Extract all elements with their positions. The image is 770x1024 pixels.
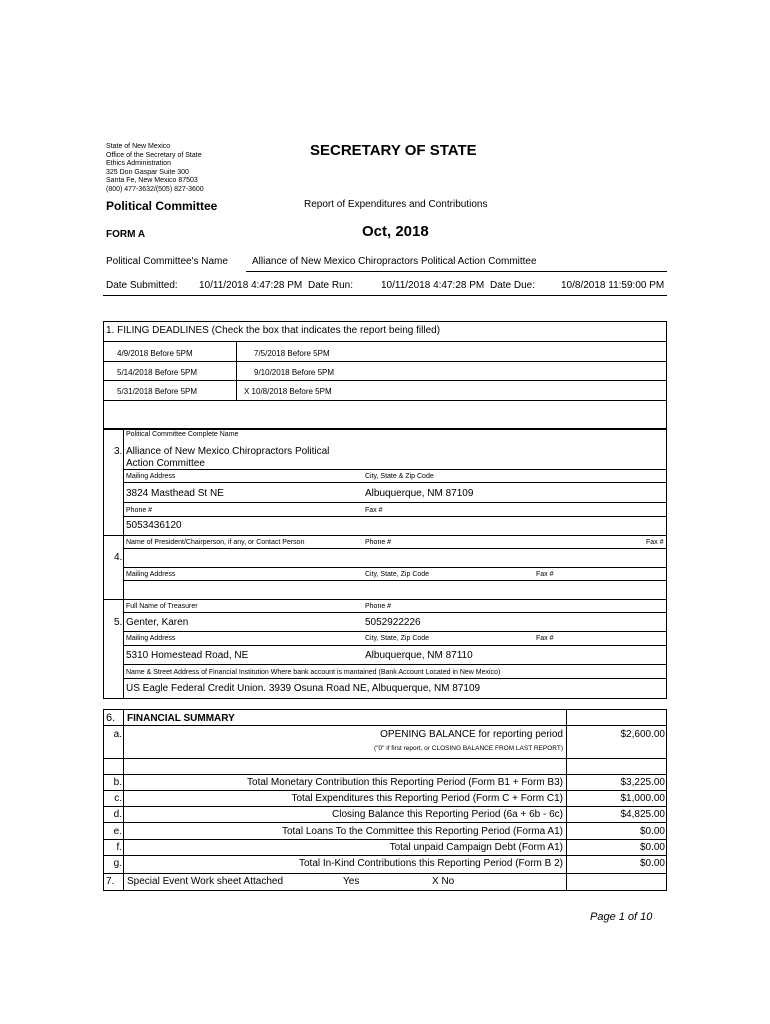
president-label: Name of President/Chairperson, if any, or Contact Person	[126, 539, 305, 546]
treasurer-mailing-address: 5310 Homestead Road, NE	[126, 650, 249, 661]
divider	[103, 839, 667, 840]
date-submitted-label: Date Submitted:	[106, 280, 178, 291]
date-run: 10/11/2018 4:47:28 PM	[381, 280, 485, 291]
row-letter: a.	[113, 729, 122, 740]
name-line: Alliance of New Mexico Chiropractors Political	[126, 446, 330, 457]
divider	[103, 380, 667, 381]
deadline-checkbox-checked[interactable]: X 10/8/2018 Before 5PM	[244, 387, 332, 396]
phone-label: Phone #	[365, 603, 392, 610]
summary-value: $0.00	[639, 826, 665, 837]
fax-label: Fax #	[536, 635, 554, 642]
date-due-label: Date Due:	[490, 280, 536, 291]
divider	[123, 548, 667, 549]
section-number: 3.	[114, 446, 123, 457]
deadline-checkbox[interactable]: 5/31/2018 Before 5PM	[117, 387, 198, 396]
page-title: SECRETARY OF STATE	[310, 142, 477, 159]
section-number: 4.	[114, 552, 123, 563]
divider	[123, 631, 667, 632]
row-letter: d.	[113, 809, 122, 820]
city-label: City, State & Zip Code	[365, 473, 434, 480]
deadline-checkbox[interactable]: 5/14/2018 Before 5PM	[117, 368, 198, 377]
divider	[123, 482, 667, 483]
mailing-address-label: Mailing Address	[126, 635, 176, 642]
bank-label: Name & Street Address of Financial Institution Where bank account is mantained (Bank Account Located in New Mexico)	[126, 669, 501, 676]
row-letter: b.	[113, 777, 122, 788]
summary-label: Total Expenditures this Reporting Period (Form C + Form C1)	[291, 793, 563, 804]
summary-value: $4,825.00	[620, 809, 665, 820]
agency-address	[106, 143, 204, 194]
committee-name: Alliance of New Mexico Chiropractors Political Action Committee	[252, 256, 537, 267]
treasurer-label: Full Name of Treasurer	[126, 603, 198, 610]
divider	[123, 664, 667, 665]
divider	[103, 361, 667, 362]
deadline-checkbox[interactable]: 7/5/2018 Before 5PM	[254, 349, 330, 358]
row-letter: c.	[114, 793, 122, 804]
divider	[123, 678, 667, 679]
summary-label: Closing Balance this Reporting Period (6a + 6b - 6c)	[332, 809, 563, 820]
divider	[103, 341, 667, 342]
special-event-no[interactable]: X No	[432, 876, 455, 887]
divider	[103, 873, 667, 874]
committee-name-label: Political Committee's Name	[106, 256, 228, 267]
report-title: Report of Expenditures and Contributions	[304, 199, 488, 210]
section-number: 7.	[106, 876, 115, 887]
city-label: City, State, Zip Code	[365, 635, 430, 642]
deadline-checkbox[interactable]: 4/9/2018 Before 5PM	[117, 349, 193, 358]
divider	[236, 341, 237, 401]
summary-label: Total Loans To the Committee this Reporting Period (Forma A1)	[281, 826, 563, 837]
divider	[246, 271, 667, 272]
special-event-yes[interactable]: Yes	[343, 876, 360, 887]
divider	[123, 502, 667, 503]
divider	[123, 709, 124, 891]
phone: 5053436120	[126, 520, 182, 531]
summary-value: $3,225.00	[620, 777, 665, 788]
date-submitted: 10/11/2018 4:47:28 PM	[199, 280, 303, 291]
divider	[103, 295, 667, 296]
summary-label: Total unpaid Campaign Debt (Form A1)	[389, 842, 563, 853]
complete-name-label: Political Committee Complete Name	[126, 431, 239, 438]
agency-line: Office of the Secretary of State	[106, 151, 202, 159]
agency-line: (800) 477-3632/(505) 827-3600	[106, 185, 204, 193]
divider	[566, 709, 567, 891]
section-number: 6.	[106, 712, 116, 724]
divider	[103, 790, 667, 791]
summary-value: $0.00	[639, 858, 665, 869]
divider	[103, 725, 667, 726]
phone-label: Phone #	[126, 507, 153, 514]
mailing-address-label: Mailing Address	[126, 571, 176, 578]
bank-address: US Eagle Federal Credit Union. 3939 Osuna Road NE, Albuquerque, NM 87109	[126, 683, 481, 694]
agency-line: State of New Mexico	[106, 143, 171, 150]
phone-label: Phone #	[365, 539, 392, 546]
divider	[103, 806, 667, 807]
treasurer-phone: 5052922226	[365, 617, 421, 628]
mailing-address: 3824 Masthead St NE	[126, 488, 224, 499]
name-line: Action Committee	[126, 458, 205, 469]
divider	[103, 400, 667, 401]
deadline-checkbox[interactable]: 9/10/2018 Before 5PM	[254, 368, 335, 377]
committee-complete-name	[126, 446, 329, 470]
summary-value: $1,000.00	[620, 793, 665, 804]
divider	[103, 822, 667, 823]
opening-balance-label: OPENING BALANCE for reporting period	[380, 729, 563, 740]
summary-label: Total In-Kind Contributions this Reporting Period (Form B 2)	[298, 858, 563, 869]
fax-label: Fax #	[536, 571, 554, 578]
divider	[123, 612, 667, 613]
agency-line: Ethics Administration	[106, 160, 171, 167]
treasurer-city: Albuquerque, NM 87110	[365, 650, 473, 661]
divider	[103, 535, 667, 536]
filing-deadlines-heading: 1. FILING DEADLINES (Check the box that indicates the report being filled)	[106, 325, 441, 336]
treasurer-name: Genter, Karen	[126, 617, 189, 628]
report-period: Oct, 2018	[362, 223, 429, 240]
opening-balance-note: ("0" if first report, or CLOSING BALANCE FROM LAST REPORT)	[374, 745, 563, 752]
fax-label: Fax #	[365, 507, 383, 514]
row-letter: g.	[113, 858, 122, 869]
page-number: Page 1 of 10	[590, 911, 653, 923]
divider	[123, 645, 667, 646]
date-run-label: Date Run:	[308, 280, 354, 291]
city-label: City, State, Zip Code	[365, 571, 430, 578]
special-event-label: Special Event Work sheet Attached	[127, 876, 284, 887]
row-letter: e.	[113, 826, 122, 837]
summary-label: Total Monetary Contribution this Reporting Period (Form B1 + Form B3)	[247, 777, 563, 788]
fax-label: Fax #	[646, 539, 664, 546]
row-letter: f.	[116, 842, 122, 853]
divider	[103, 855, 667, 856]
summary-value: $0.00	[639, 842, 665, 853]
agency-line: Santa Fe, New Mexico 87503	[106, 177, 198, 184]
city-state-zip: Albuquerque, NM 87109	[365, 488, 474, 499]
form-id: FORM A	[106, 229, 146, 240]
section-number: 5.	[114, 617, 123, 628]
opening-balance-value: $2,600.00	[620, 729, 665, 740]
divider	[103, 758, 667, 759]
agency-line: 325 Don Gaspar Suite 300	[106, 168, 189, 176]
divider	[103, 599, 667, 600]
divider	[123, 469, 667, 470]
date-due: 10/8/2018 11:59:00 PM	[561, 280, 665, 291]
mailing-address-label: Mailing Address	[126, 473, 176, 480]
divider	[103, 774, 667, 775]
financial-summary-heading: FINANCIAL SUMMARY	[127, 713, 235, 724]
divider	[123, 580, 667, 581]
committee-type: Political Committee	[106, 199, 218, 213]
divider	[123, 516, 667, 517]
divider	[123, 567, 667, 568]
